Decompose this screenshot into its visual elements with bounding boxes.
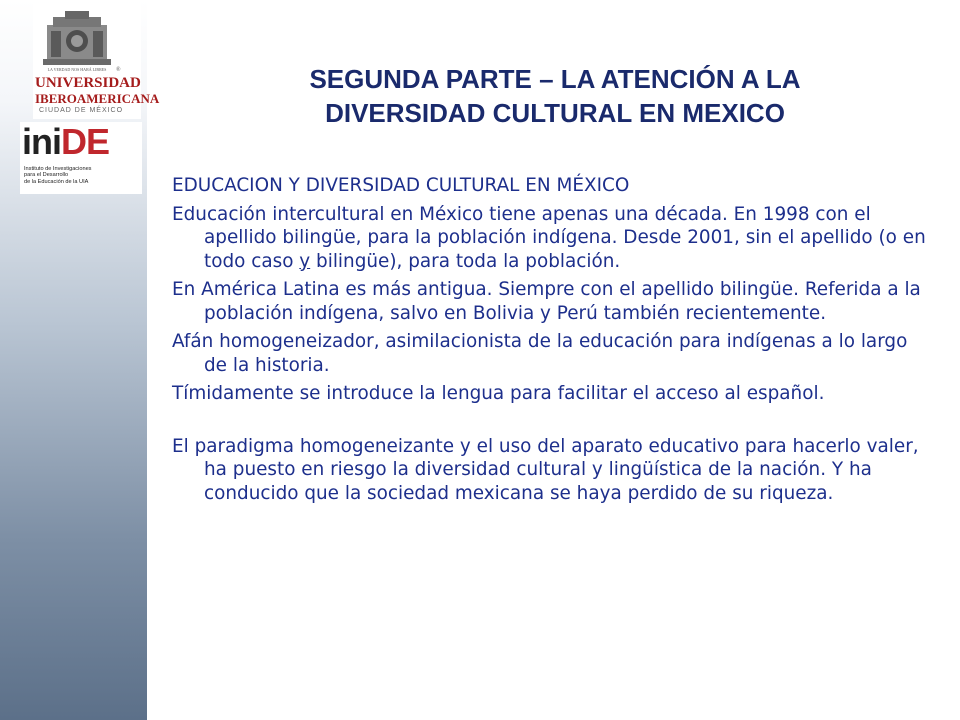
university-motto: LA VERDAD NOS HARÁ LIBRES <box>47 67 107 72</box>
paragraph-latin-america: En América Latina es más antigua. Siempre con el apellido bilingüe. Referida a la población indígena, salvo en Bolivia y Perú también recientemente. <box>172 279 921 324</box>
paragraph-language-introduction: Tímidamente se introduce la lengua para facilitar el acceso al español. <box>172 383 825 404</box>
paragraph-spacer <box>172 411 932 435</box>
university-seal-icon <box>39 11 115 66</box>
university-city: CIUDAD DE MÉXICO <box>39 107 124 114</box>
paragraph-1-underlined: y <box>299 250 311 272</box>
slide-title-line1: SEGUNDA PARTE – LA ATENCIÓN A LA <box>309 64 801 94</box>
inide-wordmark-prefix: ini <box>22 121 61 162</box>
inide-subtitle-line2: para el Desarrollo <box>24 172 69 179</box>
slide-title <box>190 62 920 130</box>
inide-wordmark <box>22 122 109 162</box>
paragraph-1-part-b: bilingüe), para toda la población. <box>310 250 621 272</box>
inide-subtitle-line1: Instituto de Investigaciones <box>24 166 92 172</box>
slide-body <box>172 174 932 510</box>
paragraph-homogenizing-paradigm: El paradigma homogeneizante y el uso del aparato educativo para hacerlo valer, ha puesto en riesgo la diversidad cultural y lingüística de la nación. Y ha conducido que la sociedad mexicana se haya perdido de su riqueza. <box>172 435 919 504</box>
section-heading: EDUCACION Y DIVERSIDAD CULTURAL EN MÉXICO <box>172 175 630 196</box>
paragraph-intercultural-education <box>172 203 932 274</box>
universidad-iberoamericana-logo <box>33 3 160 119</box>
registered-mark: ® <box>116 67 121 73</box>
paragraph-homogenizing-effort: Afán homogeneizador, asimilacionista de la educación para indígenas a lo largo de la historia. <box>172 331 908 376</box>
slide-title-line2: DIVERSIDAD CULTURAL EN MEXICO <box>325 98 785 128</box>
inide-subtitle-line3: de la Educación de la UIA <box>24 178 89 185</box>
inide-subtitle <box>24 166 140 185</box>
university-name-line2: IBEROAMERICANA <box>35 91 160 106</box>
university-name-line1: UNIVERSIDAD <box>35 75 141 91</box>
paragraph-1-part-a: Educación intercultural en México tiene apenas una década. En 1998 con el apellido bilingüe, para la población indígena. Desde 2001, sin el apellido (o en todo caso <box>172 203 926 272</box>
inide-logo <box>20 122 142 194</box>
inide-wordmark-suffix: DE <box>61 121 110 162</box>
